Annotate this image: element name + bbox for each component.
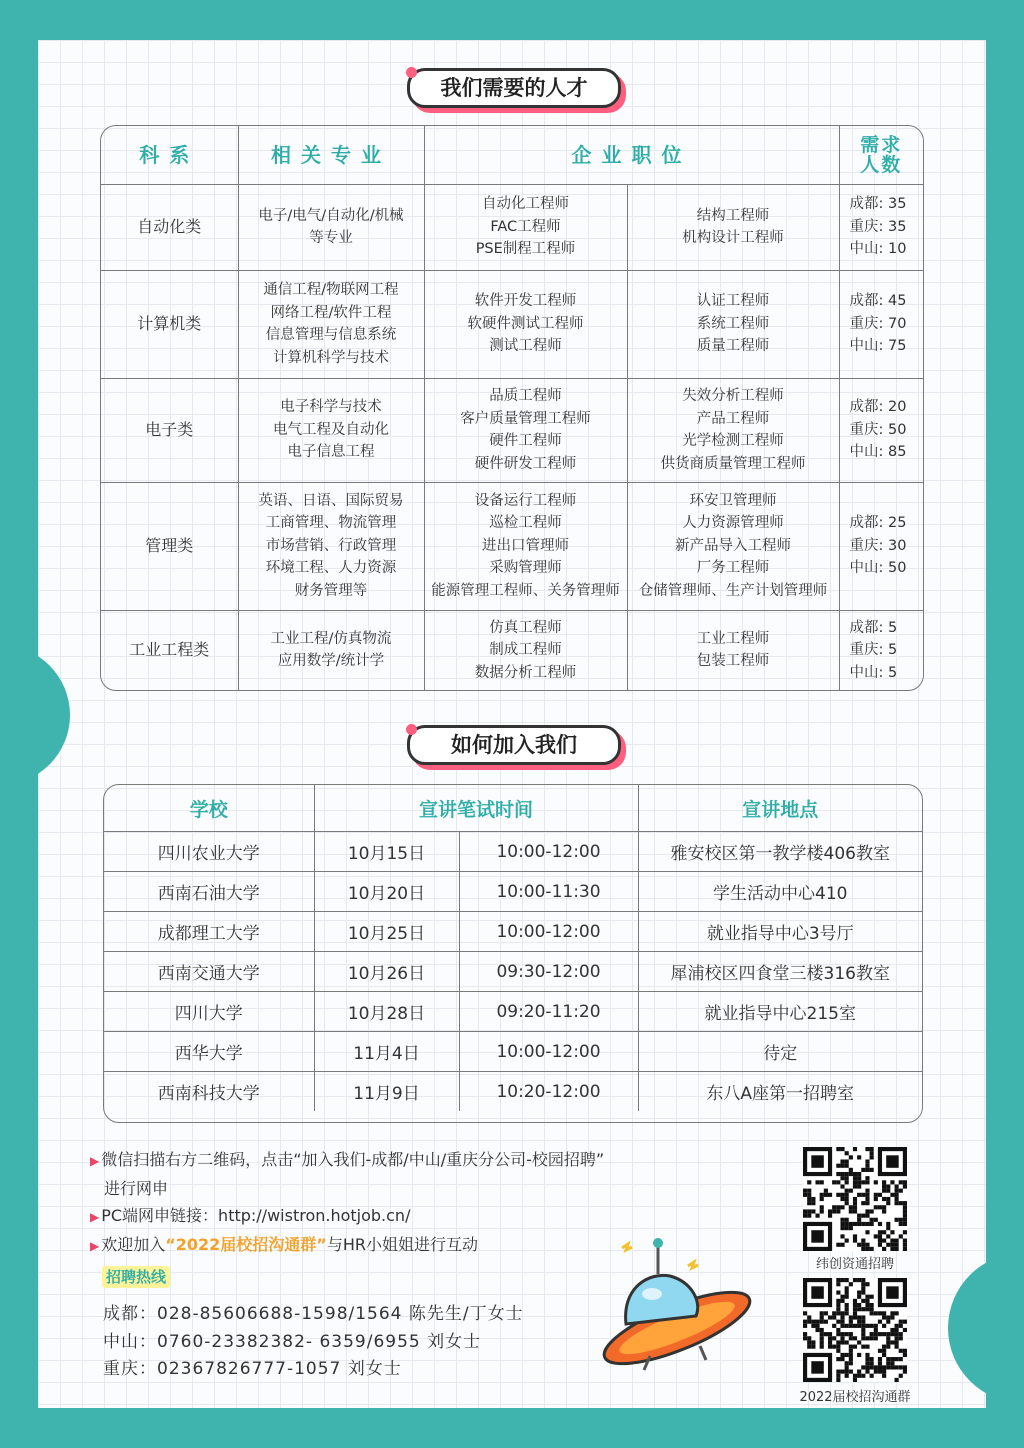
cell-position-b-line: 厂务工程师 <box>696 560 770 577</box>
cell-position-b-line: 新产品导入工程师 <box>675 537 791 554</box>
cell-place: 学生活动中心410 <box>638 872 922 912</box>
cell-position-a-line: 巡检工程师 <box>489 515 562 532</box>
cell-dept: 电子类 <box>101 378 238 482</box>
cell-position-a <box>424 610 627 690</box>
header-count: 需求人数 <box>839 126 923 184</box>
cell-position-a <box>424 482 627 610</box>
cell-position-a-line: 硬件研发工程师 <box>474 455 577 472</box>
schedule-table <box>104 785 922 1111</box>
pink-dot <box>406 724 417 735</box>
info-line-pc[interactable]: ▶ PC端网申链接：http://wistron.hotjob.cn/ <box>90 1206 411 1225</box>
cell-place: 犀浦校区四食堂三楼316教室 <box>638 952 922 992</box>
cell-position-a <box>424 378 627 482</box>
cell-position-a-line: 测试工程师 <box>489 338 562 355</box>
cell-position-a-line: 制成工程师 <box>489 642 562 658</box>
cell-place: 待定 <box>638 1032 922 1072</box>
cell-position-b-line: 工业工程师 <box>696 630 770 647</box>
schedule-row <box>104 1032 922 1072</box>
cell-major-line: 计算机科学与技术 <box>273 349 389 366</box>
cell-major-line: 电子/电气/自动化/机械 <box>258 207 404 224</box>
cell-dept: 管理类 <box>101 482 238 610</box>
cell-position-b-line: 失效分析工程师 <box>682 388 784 404</box>
cell-position-a-line: 品质工程师 <box>489 388 562 404</box>
cell-time: 10:00-12:00 <box>459 832 638 872</box>
cell-count-line: 重庆: 70 <box>849 315 907 332</box>
schedule-row <box>104 832 922 872</box>
cell-position-a <box>424 270 627 378</box>
cell-count <box>839 610 923 690</box>
cell-count <box>839 378 923 482</box>
cell-major-line: 环境工程、人力资源 <box>265 560 397 577</box>
cell-count-line: 重庆: 30 <box>849 537 907 554</box>
cell-count-line: 成都: 25 <box>849 515 907 532</box>
cell-place: 东八A座第一招聘室 <box>638 1072 922 1112</box>
cell-major <box>238 482 424 610</box>
cell-count-line: 成都: 45 <box>849 293 907 310</box>
cell-major-line: 应用数学/统计学 <box>277 653 385 670</box>
triangle-bullet-icon: ▶ <box>90 1210 100 1224</box>
cell-major <box>238 184 424 270</box>
cell-place: 就业指导中心3号厅 <box>638 912 922 952</box>
header-major: 相关专业 <box>238 126 424 184</box>
hotline-chongqing: 重庆：02367826777-1057 刘女士 <box>103 1359 402 1379</box>
cell-school: 四川农业大学 <box>104 832 314 872</box>
cell-count-line: 重庆: 50 <box>849 421 907 438</box>
cell-date: 10月25日 <box>314 912 459 952</box>
cell-position-b-line: 质量工程师 <box>696 338 770 355</box>
cell-dept: 工业工程类 <box>101 610 238 690</box>
cell-position-b-line: 光学检测工程师 <box>682 433 784 449</box>
cell-position-b-line: 结构工程师 <box>696 207 770 224</box>
cell-position-b-line: 环安卫管理师 <box>689 492 777 509</box>
schedule-row <box>104 952 922 992</box>
section-title-text: 如何加入我们 <box>451 733 577 757</box>
cell-position-b-line: 机构设计工程师 <box>682 230 784 246</box>
cell-school: 西南交通大学 <box>104 952 314 992</box>
cell-position-a-line: 客户质量管理工程师 <box>460 410 591 427</box>
cell-count-line: 重庆: 5 <box>849 642 898 658</box>
cell-position-b-line: 仓储管理师、生产计划管理师 <box>638 582 828 599</box>
info-line-wechat: ▶ 微信扫描右方二维码，点击“加入我们-成都/中山/重庆分公司-校园招聘” <box>90 1150 605 1169</box>
cell-school: 四川大学 <box>104 992 314 1032</box>
cell-position-a-line: 硬件工程师 <box>489 433 562 449</box>
cell-major-line: 工商管理、物流管理 <box>265 515 397 532</box>
cell-position-a <box>424 184 627 270</box>
cell-major-line: 财务管理等 <box>294 582 368 599</box>
cell-date: 10月15日 <box>314 832 459 872</box>
cell-count-line: 重庆: 35 <box>849 218 907 235</box>
talent-table <box>101 126 923 690</box>
cell-major-line: 通信工程/物联网工程 <box>263 282 399 298</box>
cell-position-a-line: 仿真工程师 <box>489 619 562 636</box>
qr-code-icon <box>803 1278 907 1382</box>
talent-row <box>101 270 923 378</box>
apply-info <box>90 1146 604 1260</box>
cell-place: 就业指导中心215室 <box>638 992 922 1032</box>
cell-school: 西南科技大学 <box>104 1072 314 1112</box>
cell-position-a-line: 设备运行工程师 <box>474 492 577 509</box>
cell-school: 西华大学 <box>104 1032 314 1072</box>
talent-row <box>101 610 923 690</box>
section-title-text: 我们需要的人才 <box>440 76 588 100</box>
qr-label-group: 2022届校招沟通群 <box>799 1390 911 1405</box>
cell-count-line: 成都: 35 <box>849 196 907 213</box>
triangle-bullet-icon: ▶ <box>90 1239 100 1253</box>
talent-row <box>101 378 923 482</box>
cell-major-line: 工业工程/仿真物流 <box>270 630 392 647</box>
cell-date: 10月28日 <box>314 992 459 1032</box>
cell-time: 10:00-12:00 <box>459 1032 638 1072</box>
cell-count-line: 成都: 20 <box>849 399 907 416</box>
cell-time: 10:20-12:00 <box>459 1072 638 1112</box>
triangle-bullet-icon: ▶ <box>90 1154 100 1168</box>
section-title-talent <box>407 68 621 108</box>
schedule-row <box>104 872 922 912</box>
cell-position-a-line: 软硬件测试工程师 <box>467 315 584 332</box>
cell-position-a-line: 采购管理师 <box>489 560 562 577</box>
cell-major-line: 电气工程及自动化 <box>273 421 389 438</box>
cell-position-b <box>627 482 839 610</box>
cell-place: 雅安校区第一教学楼406教室 <box>638 832 922 872</box>
cell-major-line: 英语、日语、国际贸易 <box>258 492 404 509</box>
cell-major <box>238 610 424 690</box>
cell-dept: 计算机类 <box>101 270 238 378</box>
cell-major <box>238 270 424 378</box>
cell-major-line: 电子科学与技术 <box>280 399 382 416</box>
qr-code-icon <box>803 1147 907 1251</box>
talent-row <box>101 482 923 610</box>
schedule-row <box>104 992 922 1032</box>
cell-position-b-line: 包装工程师 <box>696 653 770 670</box>
cell-date: 10月26日 <box>314 952 459 992</box>
cell-position-a-line: 进出口管理师 <box>482 537 569 554</box>
cell-school: 西南石油大学 <box>104 872 314 912</box>
talent-row <box>101 184 923 270</box>
cell-time: 09:20-11:20 <box>459 992 638 1032</box>
cell-position-b-line: 供货商质量管理工程师 <box>660 455 806 472</box>
cell-time: 10:00-11:30 <box>459 872 638 912</box>
cell-position-a-line: FAC工程师 <box>490 218 561 235</box>
cell-position-b-line: 人力资源管理师 <box>682 515 784 532</box>
cell-dept: 自动化类 <box>101 184 238 270</box>
qr-code-recruit[interactable] <box>803 1147 907 1251</box>
cell-count-line: 中山: 5 <box>849 664 898 681</box>
header-position: 企业职位 <box>424 126 839 184</box>
cell-count-line: 中山: 10 <box>849 241 907 258</box>
cell-position-a-line: 软件开发工程师 <box>474 293 577 310</box>
hotline-zhongshan: 中山：0760-23382382- 6359/6955 刘女士 <box>103 1332 482 1352</box>
cell-school: 成都理工大学 <box>104 912 314 952</box>
cell-major <box>238 378 424 482</box>
cell-count-line: 中山: 85 <box>849 444 907 461</box>
qr-label-recruit: 纬创资通招聘 <box>815 1257 894 1272</box>
cell-major-line: 市场营销、行政管理 <box>265 537 397 554</box>
header-dept: 科系 <box>101 126 238 184</box>
info-line-wechat-cont: 进行网申 <box>104 1179 169 1198</box>
pink-dot <box>406 67 417 78</box>
schedule-table-body <box>104 832 922 1112</box>
cell-position-a-line: PSE制程工程师 <box>475 241 576 258</box>
cell-position-a-line: 能源管理工程师、关务管理师 <box>431 582 620 599</box>
cell-major-line: 电子信息工程 <box>287 444 375 461</box>
section-title-join <box>407 725 621 765</box>
info-line-group: ▶ 欢迎加入“2022届校招沟通群”与HR小姐姐进行互动 <box>90 1235 478 1254</box>
cell-position-b-line: 认证工程师 <box>696 293 770 310</box>
cell-major-line: 网络工程/软件工程 <box>270 304 392 321</box>
hotline-chengdu: 成都：028-85606688-1598/1564 陈先生/丁女士 <box>103 1304 524 1324</box>
cell-major-line: 信息管理与信息系统 <box>265 327 397 343</box>
schedule-row <box>104 912 922 952</box>
header-school: 学校 <box>104 785 314 832</box>
cell-count <box>839 184 923 270</box>
hotline-title: 招聘热线 <box>102 1266 170 1288</box>
ufo-illustration <box>592 1236 762 1376</box>
qr-code-group[interactable] <box>803 1278 907 1382</box>
cell-major-line: 等专业 <box>309 230 353 246</box>
cell-count <box>839 270 923 378</box>
cell-count-line: 成都: 5 <box>849 619 898 636</box>
cell-count-line: 中山: 75 <box>849 338 907 355</box>
header-place: 宣讲地点 <box>638 785 922 832</box>
cell-position-b <box>627 610 839 690</box>
cell-position-a-line: 自动化工程师 <box>482 196 569 213</box>
cell-date: 11月9日 <box>314 1072 459 1112</box>
cell-time: 10:00-12:00 <box>459 912 638 952</box>
cell-position-b <box>627 184 839 270</box>
cell-position-a-line: 数据分析工程师 <box>474 664 577 681</box>
cell-date: 10月20日 <box>314 872 459 912</box>
cell-count <box>839 482 923 610</box>
cell-position-b-line: 系统工程师 <box>696 315 770 332</box>
cell-time: 09:30-12:00 <box>459 952 638 992</box>
cell-position-b <box>627 270 839 378</box>
cell-count-line: 中山: 50 <box>849 560 907 577</box>
header-time: 宣讲笔试时间 <box>314 785 638 832</box>
talent-table-body <box>101 184 923 690</box>
schedule-row <box>104 1072 922 1112</box>
cell-position-b <box>627 378 839 482</box>
cell-date: 11月4日 <box>314 1032 459 1072</box>
cell-position-b-line: 产品工程师 <box>696 410 770 427</box>
